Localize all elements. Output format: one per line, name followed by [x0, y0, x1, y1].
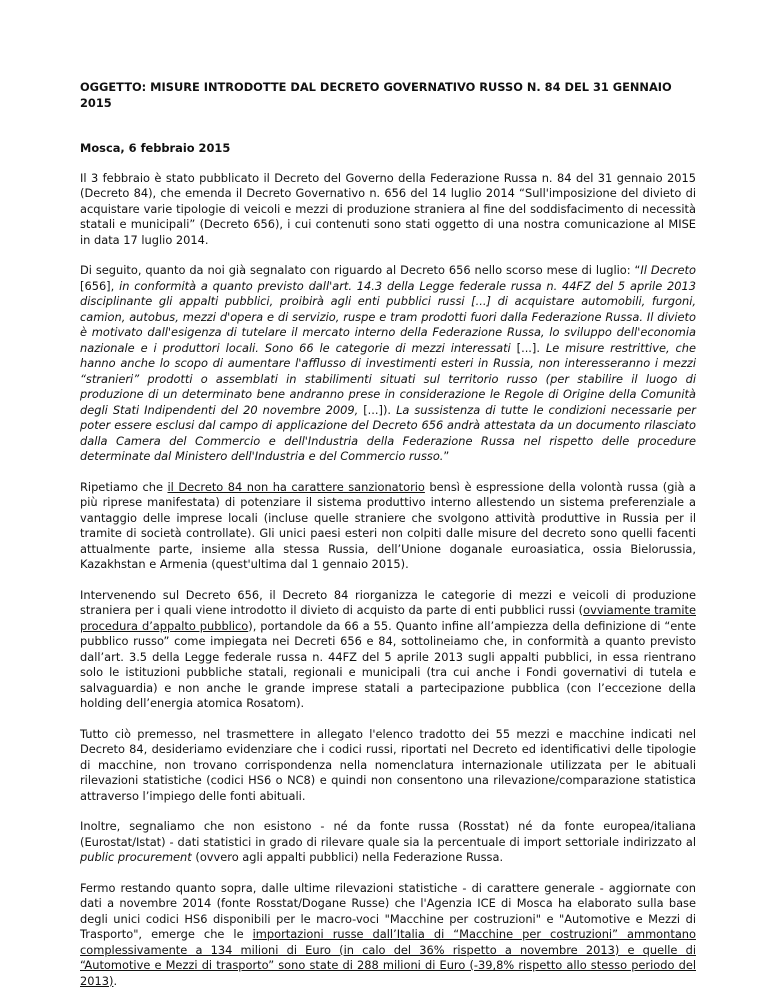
- p7-underlined: importazioni russe dall’Italia di “Macchine per costruzioni” ammontano complessivamente a 134 milioni di Euro (in calo del 36% rispetto a novembre 2013) e quelle di “Automotive e Mezzi di trasporto” sono state di 288 milioni di Euro (-39,8% rispetto allo stesso periodo del 2013): [80, 927, 696, 988]
- p4-underlined: ovviamente tramite procedura d’appalto pubblico: [80, 603, 696, 633]
- p2-close-quote: ”: [443, 449, 450, 463]
- p6-rest: (ovvero agli appalti pubblici) nella Federazione Russa.: [191, 850, 504, 864]
- p2-intro: Di seguito, quanto da noi già segnalato con riguardo al Decreto 656 nello scorso mese di luglio: “: [80, 263, 641, 277]
- p2-quote-body: in conformità a quanto previsto dall'art. 14.3 della Legge federale russa n. 44FZ del 5 aprile 2013 disciplinante gli appalti pubblici, proibirà agli enti pubblici russi [...] di acquistare automobili, furgoni, camion, autobus, mezzi d'opera e di servizio, ruspe e tram prodotti fuori dalla Federazione Russa. Il divieto è motivato dall'esigenza di tutelare il mercato interno della Federazione Russa, lo sviluppo dell'economia nazionale e i produttori locali. Sono 66 le categorie di mezzi interessati: [80, 278, 696, 355]
- p6-start: Inoltre, segnaliamo che non esistono - né da fonte russa (Rosstat) né da fonte europea/italiana (Eurostat/Istat) - dati statistici in grado di rilevare quale sia la percentuale di import settoriale indirizzato al: [80, 819, 696, 849]
- p6-italic: public procurement: [80, 850, 192, 864]
- p2-quote-cont: Le misure restrittive, che hanno anche lo scopo di aumentare l'afflusso di investimenti esteri in Russia, non interesseranno i mezzi “stranieri” prodotti o assemblati in stabilimenti situati sul territorio russo (per stabilire il luogo di produzione di un determinato bene andranno prese in considerazione le Regole di Origine della Comunità degli Stati Indipendenti del 20 novembre 2009,: [80, 340, 696, 417]
- paragraph-3: [80, 480, 696, 573]
- p3-start: Ripetiamo che: [80, 479, 168, 494]
- p2-ellipsis-2: [...]).: [358, 402, 397, 417]
- paragraph-6: [80, 819, 696, 866]
- p4-start: Intervenendo sul Decreto 656, il Decreto 84 riorganizza le categorie di mezzi e veicoli di produzione straniera per i quali viene introdotto il divieto di acquisto da parte di enti pubblici russi (: [80, 587, 696, 617]
- p3-underlined: il Decreto 84 non ha carattere sanzionatorio: [167, 479, 425, 494]
- p2-ellipsis-1: [...].: [510, 340, 546, 355]
- p7-end: .: [113, 973, 118, 988]
- paragraph-7: [80, 881, 696, 990]
- paragraph-5: Tutto ciò premesso, nel trasmettere in allegato l'elenco tradotto dei 55 mezzi e macchine indicati nel Decreto 84, desideriamo evidenziare che i codici russi, riportati nel Decreto ed identificativi delle tipologie di macchine, non trovano corrispondenza nella nomenclatura internazionale utilizzata per le abituali rilevazioni statistiche (codici HS6 o NC8) e quindi non consentono una rilevazione/comparazione statistica attraverso l’impiego delle fonti abituali.: [80, 726, 696, 803]
- p4-rest: ), portandole da 66 a 55. Quanto infine all’ampiezza della definizione di “ente pubblico russo” come impiegata nei Decreti 656 e 84, sottolineiamo che, in conformità a quanto previsto dall’art. 3.5 della Legge federale russa n. 44FZ del 5 aprile 2013 sugli appalti pubblici, in essa rientrano solo le istituzioni pubbliche statali, regionali e municipali (tra cui anche i Fondi governativi di tutela e salvaguardia) e non anche le grande imprese statali a partecipazione pubblica (con l’eccezione della holding dell’energia atomica Rosatom).: [80, 618, 696, 710]
- document-date: Mosca, 6 febbraio 2015: [80, 141, 231, 155]
- p7-start: Fermo restando quanto sopra, dalle ultime rilevazioni statistiche - di carattere generale - aggiornate con dati a novembre 2014 (fonte Rosstat/Dogane Russe) che l'Agenzia ICE di Mosca ha elaborato sulla base degli unici codici HS6 disponibili per le macro-voci "Macchine per costruzioni" e "Automotive e Mezzi di Trasporto", emerge che le: [80, 880, 696, 941]
- p2-quote-end: La sussistenza di tutte le condizioni necessarie per poter essere esclusi dal campo di applicazione del Decreto 656 andrà attestata da un documento rilasciato dalla Camera del Commercio e dell'Industria della Federazione Russa nel rispetto delle procedure determinate dal Ministero dell'Industria e del Commercio russo.: [80, 402, 696, 463]
- p2-ref: [656],: [80, 278, 120, 293]
- paragraph-4: [80, 588, 696, 712]
- paragraph-2: [80, 263, 696, 465]
- p2-quote-start: Il Decreto: [640, 263, 696, 277]
- p3-rest: bensì è espressione della volontà russa (già a più riprese manifestata) di potenziare il sistema produttivo interno allestendo un sistema preferenziale a vantaggio delle imprese locali (incluse quelle straniere che svolgono attività produttive in Russia per il tramite di società controllate). Gli unici paesi esteri non colpiti dalle misure del decreto sono quelli facenti attualmente parte, insieme alla stessa Russia, dell’Unione doganale euroasiatica, ossia Bielorussia, Kazakhstan e Armenia (quest'ultima dal 1 gennaio 2015).: [80, 479, 696, 571]
- document-subject: OGGETTO: MISURE INTRODOTTE DAL DECRETO GOVERNATIVO RUSSO N. 84 DEL 31 GENNAIO 2015: [80, 80, 672, 110]
- paragraph-1: Il 3 febbraio è stato pubblicato il Decreto del Governo della Federazione Russa n. 84 del 31 gennaio 2015 (Decreto 84), che emenda il Decreto Governativo n. 656 del 14 luglio 2014 “Sull'imposizione del divieto di acquistare varie tipologie di veicoli e mezzi di produzione straniera al fine del soddisfacimento di necessità statali e municipali” (Decreto 656), i cui contenuti sono stati oggetto di una nostra comunicazione al MISE in data 17 luglio 2014.: [80, 170, 696, 247]
